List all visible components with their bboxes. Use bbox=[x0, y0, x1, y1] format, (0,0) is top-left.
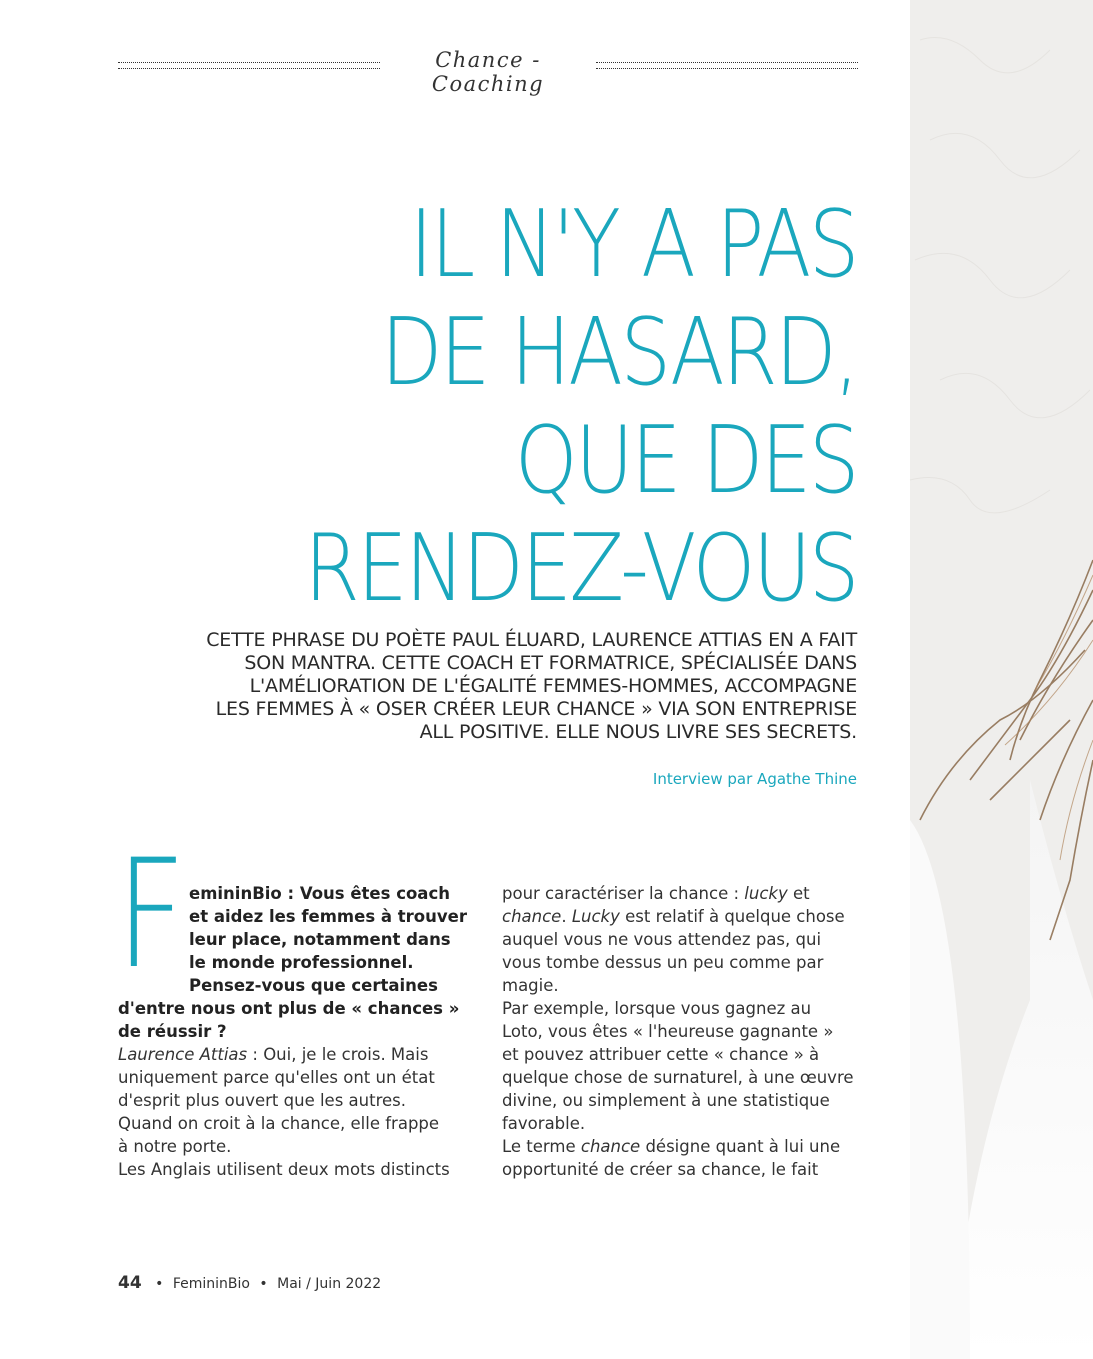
standfirst bbox=[150, 629, 857, 744]
body-italic: chance bbox=[502, 907, 562, 926]
body-line: d'esprit plus ouvert que les autres. bbox=[118, 1091, 406, 1110]
body-line: opportunité de créer sa chance, le fait bbox=[502, 1160, 819, 1179]
body-text: . bbox=[561, 907, 572, 926]
hair-strands-illustration bbox=[910, 0, 1093, 1359]
answer-text: : Oui, je le crois. Mais bbox=[247, 1045, 429, 1064]
body-line: favorable. bbox=[502, 1114, 586, 1133]
page-number: 44 bbox=[118, 1273, 142, 1293]
rubric-label: Chance - Coaching bbox=[431, 48, 545, 96]
body-column-left bbox=[118, 882, 467, 1181]
body-line: Loto, vous êtes « l'heureuse gagnante » bbox=[502, 1022, 834, 1041]
magazine-name: FemininBio bbox=[172, 1276, 250, 1292]
headline-line: DE HASARD, bbox=[380, 298, 857, 406]
body-text: désigne quant à lui une bbox=[640, 1137, 841, 1156]
rubric-dotted-rule-right bbox=[596, 62, 858, 69]
question-line: emininBio : Vous êtes coach bbox=[189, 884, 450, 903]
page-footer bbox=[118, 1273, 381, 1293]
byline: Interview par Agathe Thine bbox=[652, 770, 857, 788]
body-text: pour caractériser la chance : bbox=[502, 884, 745, 903]
body-line: à notre porte. bbox=[118, 1137, 232, 1156]
standfirst-line: L'AMÉLIORATION DE L'ÉGALITÉ FEMMES-HOMMES, ACCOMPAGNE bbox=[249, 675, 857, 697]
question-line: d'entre nous ont plus de « chances » bbox=[118, 999, 460, 1018]
question-line: et aidez les femmes à trouver bbox=[189, 907, 467, 926]
standfirst-line: SON MANTRA. CETTE COACH ET FORMATRICE, SPÉCIALISÉE DANS bbox=[244, 652, 857, 674]
body-line: divine, ou simplement à une statistique bbox=[502, 1091, 830, 1110]
section-rubric bbox=[118, 48, 858, 96]
headline-line: RENDEZ-VOUS bbox=[304, 514, 857, 622]
standfirst-line: LES FEMMES À « OSER CRÉER LEUR CHANCE » VIA SON ENTREPRISE bbox=[215, 698, 857, 720]
standfirst-line: CETTE PHRASE DU POÈTE PAUL ÉLUARD, LAURENCE ATTIAS EN A FAIT bbox=[206, 629, 857, 651]
body-italic: lucky bbox=[744, 884, 788, 903]
body-line: uniquement parce qu'elles ont un état bbox=[118, 1068, 435, 1087]
question-line: de réussir ? bbox=[118, 1022, 227, 1041]
body-line bbox=[502, 905, 862, 928]
body-italic: Lucky bbox=[571, 907, 620, 926]
question-line: leur place, notamment dans bbox=[189, 930, 451, 949]
body-line: quelque chose de surnaturel, à une œuvre bbox=[502, 1068, 854, 1087]
body-line: magie. bbox=[502, 976, 559, 995]
body-line: Quand on croit à la chance, elle frappe bbox=[118, 1114, 440, 1133]
body-line: vous tombe dessus un peu comme par bbox=[502, 953, 824, 972]
svg-text:F: F bbox=[116, 828, 186, 1002]
body-text: et bbox=[787, 884, 810, 903]
body-line: Par exemple, lorsque vous gagnez au bbox=[502, 999, 812, 1018]
body-column-right bbox=[502, 882, 862, 1181]
body-line: auquel vous ne vous attendez pas, qui bbox=[502, 930, 822, 949]
rubric-dotted-rule-left bbox=[118, 62, 380, 69]
question-line: le monde professionnel. bbox=[189, 953, 414, 972]
answer-speaker: Laurence Attias bbox=[118, 1045, 248, 1064]
headline bbox=[292, 190, 857, 622]
headline-line: QUE DES bbox=[514, 406, 857, 514]
body-italic: chance bbox=[580, 1137, 641, 1156]
body-line: Les Anglais utilisent deux mots distincts bbox=[118, 1160, 450, 1179]
footer-bullet: • bbox=[155, 1276, 164, 1292]
question-line: Pensez-vous que certaines bbox=[189, 976, 438, 995]
cover-photo bbox=[910, 0, 1093, 1359]
standfirst-line: ALL POSITIVE. ELLE NOUS LIVRE SES SECRETS. bbox=[419, 721, 857, 743]
body-text: est relatif à quelque chose bbox=[619, 907, 845, 926]
issue-date: Mai / Juin 2022 bbox=[277, 1276, 382, 1292]
body-text: Le terme bbox=[502, 1137, 581, 1156]
footer-bullet: • bbox=[259, 1276, 268, 1292]
body-line bbox=[502, 882, 862, 905]
headline-line: IL N'Y A PAS bbox=[409, 190, 857, 298]
body-line: et pouvez attribuer cette « chance » à bbox=[502, 1045, 820, 1064]
body-line bbox=[502, 1135, 862, 1158]
answer-first-line bbox=[118, 1043, 463, 1066]
